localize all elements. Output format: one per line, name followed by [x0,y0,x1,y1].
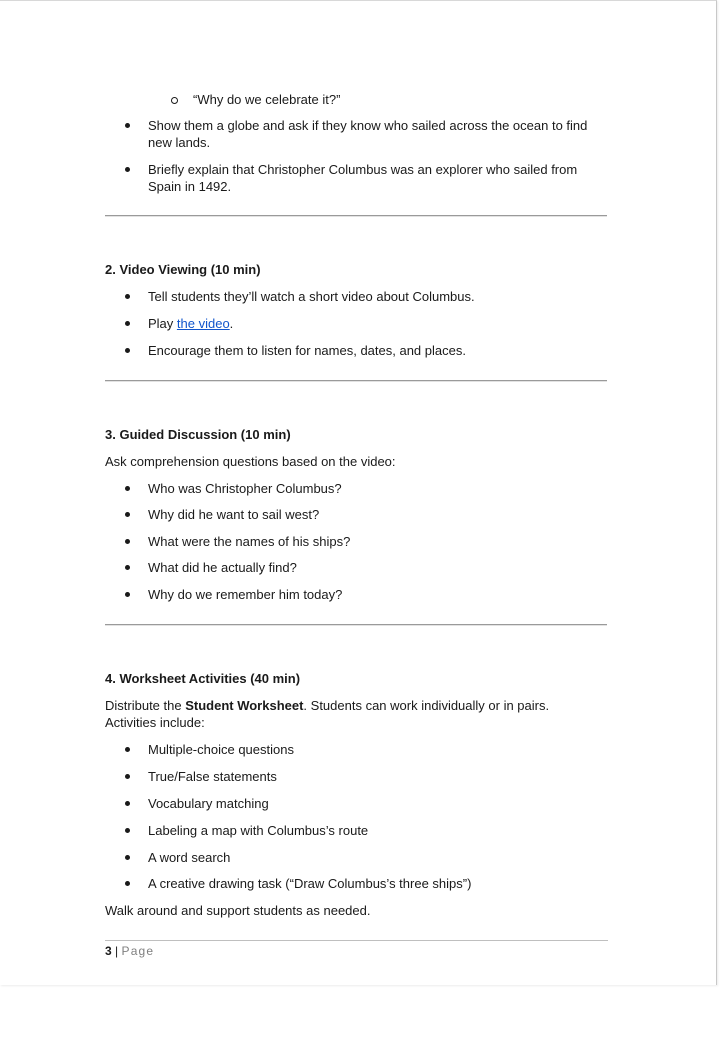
footer-divider [105,940,608,941]
list-item-text: Vocabulary matching [148,796,269,811]
bullet-marker [125,539,130,544]
list-item-text: Briefly explain that Christopher Columbus was an explorer who sailed from Spain in 1492. [148,162,578,194]
section-divider [105,624,607,626]
section-heading-worksheet-activities: 4. Worksheet Activities (40 min) [105,671,301,686]
intro-suffix: . Students can work individually or in pairs. Activities include: [105,698,550,730]
bullet-marker [125,123,130,128]
sub-bullet-text: “Why do we celebrate it?” [193,92,341,107]
page-label: Page [121,944,155,958]
list-item-text: Why do we remember him today? [148,587,343,602]
list-item-text: Tell students they’ll watch a short video about Columbus. [148,289,475,304]
video-link[interactable]: the video [176,316,230,331]
bullet-marker [125,592,130,597]
section-intro [105,697,585,731]
list-item-text [148,315,606,332]
student-worksheet-label: Student Worksheet [185,698,304,713]
list-item-text: True/False statements [148,769,277,784]
list-item-text: Why did he want to sail west? [148,507,320,522]
bullet-marker [125,855,130,860]
section-heading-video-viewing: 2. Video Viewing (10 min) [105,262,261,277]
bullet-marker [125,828,130,833]
page-number: 3 [105,944,112,958]
list-item-text: Show them a globe and ask if they know who sailed across the ocean to find new lands. [148,118,588,150]
bullet-marker [125,486,130,491]
bullet-marker [125,747,130,752]
bullet-marker [125,565,130,570]
bullet-marker [125,348,130,353]
list-item-text: A word search [148,850,231,865]
list-item-text: Multiple-choice questions [148,742,294,757]
closing-text: Walk around and support students as needed. [105,903,371,918]
list-item-text: Labeling a map with Columbus’s route [148,823,369,838]
bullet-marker [125,774,130,779]
list-item-text: Encourage them to listen for names, dates, and places. [148,343,466,358]
page-footer [105,944,154,958]
play-suffix: . [229,316,234,331]
bullet-marker [125,167,130,172]
intro-prefix: Distribute the [105,698,186,713]
bullet-marker [125,321,130,326]
section-heading-guided-discussion: 3. Guided Discussion (10 min) [105,427,291,442]
section-divider [105,380,607,382]
list-item-text: What did he actually find? [148,560,297,575]
section-divider [105,215,607,217]
bullet-marker [125,512,130,517]
footer-separator: | [111,944,122,958]
bullet-marker [125,881,130,886]
bullet-marker [125,801,130,806]
play-prefix: Play [148,316,177,331]
list-item-text: What were the names of his ships? [148,534,351,549]
sub-bullet-marker [171,97,178,104]
section-intro: Ask comprehension questions based on the video: [105,454,396,469]
bullet-marker [125,294,130,299]
list-item-text: Who was Christopher Columbus? [148,481,342,496]
list-item-text: A creative drawing task (“Draw Columbus’s three ships”) [148,876,472,891]
